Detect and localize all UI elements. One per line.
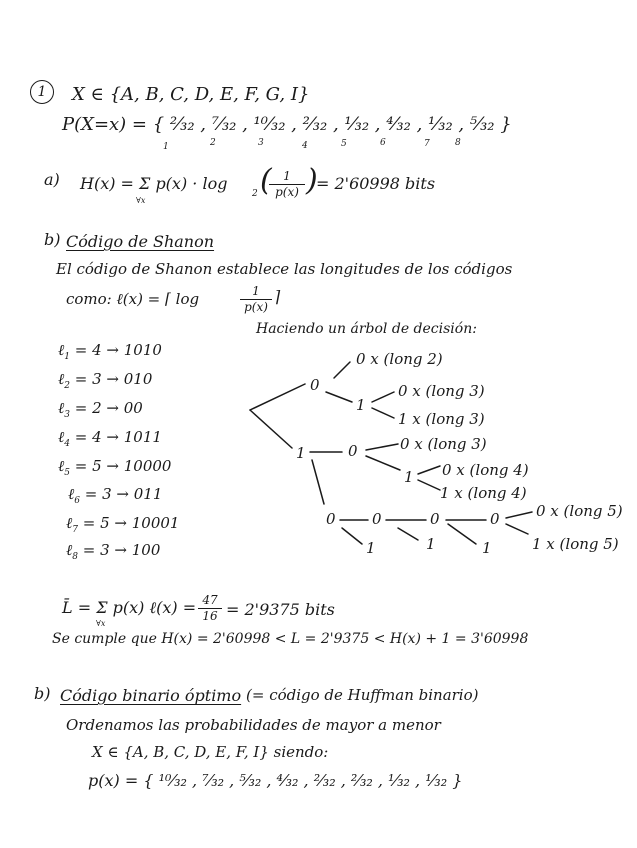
tree-edge (250, 384, 305, 410)
tree-node: 1 (404, 468, 414, 486)
mean-length-fraction (198, 594, 222, 622)
shannon-title: Código de Shanon (66, 232, 215, 251)
shannon-desc-2: como: ℓ(x) = ⌈ log (66, 290, 200, 308)
problem-number: 1 (30, 80, 54, 104)
tree-edge (334, 362, 350, 378)
entropy-lhs: H(x) = Σ p(x) · log (80, 174, 228, 193)
tree-node: 1 (296, 444, 306, 462)
huffman-probabilities: p(x) = { ¹⁰⁄₃₂ , ⁷⁄₃₂ , ⁵⁄₃₂ , ⁴⁄₃₂ , ²⁄₃₂ , ²⁄₃₂ , ¹⁄₃₂ , ¹⁄₃₂ } (88, 771, 463, 790)
mean-sum-subscript: ∀x (96, 619, 106, 628)
tree-edge (418, 480, 440, 490)
code-length-item: ℓ$_5$ = 5 → 10000 (58, 457, 172, 478)
index: 1 (163, 142, 169, 152)
tree-edge (398, 528, 418, 540)
tree-edge (372, 392, 394, 402)
tree-leaf: 0 x (long 3) (400, 435, 487, 453)
x-set: X ∈ {A, B, C, D, E, F, G, I} (72, 84, 310, 105)
log-base: 2 (252, 189, 258, 199)
huffman-desc-2: X ∈ {A, B, C, D, E, F, I} siendo: (92, 743, 329, 761)
part-c-label: b) (34, 684, 51, 703)
tree-leaf: 0 x (long 3) (398, 382, 485, 400)
tree-node: 0 (326, 510, 336, 528)
index: 7 (424, 139, 430, 149)
code-length-item: ℓ$_1$ = 4 → 1010 (58, 341, 162, 362)
huffman-title: Código binario óptimo (60, 686, 242, 705)
fraction-numerator: 47 (202, 593, 218, 607)
fraction-denominator: 16 (202, 608, 218, 623)
tree-node: 1 (356, 396, 366, 414)
tree-node: 0 (310, 376, 320, 394)
tree-node: 1 (366, 539, 376, 557)
tree-node: 1 (482, 539, 492, 557)
index: 3 (258, 138, 264, 148)
huffman-subtitle: (= código de Huffman binario) (246, 686, 479, 704)
index: 4 (302, 141, 308, 151)
tree-edge (448, 524, 476, 544)
index: 5 (341, 139, 347, 149)
tree-leaf: 1 x (long 3) (398, 410, 485, 428)
probability-line: P(X=x) = { ²⁄₃₂ , ⁷⁄₃₂ , ¹⁰⁄₃₂ , ²⁄₃₂ , ¹⁄₃₂ , ⁴⁄₃₂ , ¹⁄₃₂ , ⁵⁄₃₂ } (62, 114, 512, 135)
tree-node: 0 (430, 510, 440, 528)
part-b-label: b) (44, 230, 61, 249)
part-a-label: a) (44, 170, 60, 189)
tree-edge (506, 524, 528, 534)
tree-edge (250, 410, 292, 448)
tree-leaf: 0 x (long 2) (356, 350, 443, 368)
tree-node: 0 (348, 442, 358, 460)
code-length-item: ℓ$_6$ = 3 → 011 (68, 485, 163, 506)
mean-length-rhs: = 2'9375 bits (226, 600, 335, 619)
tree-leaf: 1 x (long 5) (532, 535, 619, 553)
tree-caption: Haciendo un árbol de decisión: (256, 321, 477, 337)
tree-edge (366, 444, 398, 450)
fraction-denominator: p(x) (244, 299, 268, 314)
ceil-close: ⌉ (274, 287, 281, 306)
tree-leaf: 0 x (long 4) (442, 461, 529, 479)
close-paren: ) (306, 163, 318, 198)
code-length-item: ℓ$_2$ = 3 → 010 (58, 370, 153, 391)
open-paren: ( (260, 163, 272, 198)
shannon-desc-1: El código de Shanon establece las longitudes de los códigos (56, 260, 513, 278)
tree-leaf: 1 x (long 4) (440, 484, 527, 502)
sum-subscript: ∀x (136, 196, 146, 205)
fraction-denominator: p(x) (275, 184, 299, 199)
fraction-numerator: 1 (283, 169, 291, 183)
tree-edge (312, 460, 324, 504)
entropy-result: = 2'60998 bits (316, 174, 436, 193)
index: 6 (380, 138, 386, 148)
tree-edge (418, 466, 440, 474)
code-length-item: ℓ$_7$ = 5 → 10001 (66, 514, 180, 535)
code-length-item: ℓ$_8$ = 3 → 100 (66, 541, 161, 562)
tree-leaf: 0 x (long 5) (536, 502, 623, 520)
index: 8 (455, 138, 461, 148)
huffman-desc-1: Ordenamos las probabilidades de mayor a menor (66, 716, 441, 734)
tree-node: 0 (372, 510, 382, 528)
tree-edge (372, 408, 394, 418)
code-length-item: ℓ$_3$ = 2 → 00 (58, 399, 143, 420)
tree-edge (326, 392, 352, 402)
tree-edge (342, 528, 362, 544)
bound-statement: Se cumple que H(x) = 2'60998 < L = 2'9375 < H(x) + 1 = 3'60998 (52, 631, 529, 647)
tree-edge (506, 512, 532, 518)
tree-node: 1 (426, 535, 436, 553)
tree-node: 0 (490, 510, 500, 528)
mean-length-lhs: L̄ = Σ p(x) ℓ(x) = (62, 598, 197, 617)
index: 2 (210, 138, 216, 148)
fraction-numerator: 1 (252, 284, 260, 298)
code-length-item: ℓ$_4$ = 4 → 1011 (58, 428, 162, 449)
tree-edge (366, 456, 400, 470)
